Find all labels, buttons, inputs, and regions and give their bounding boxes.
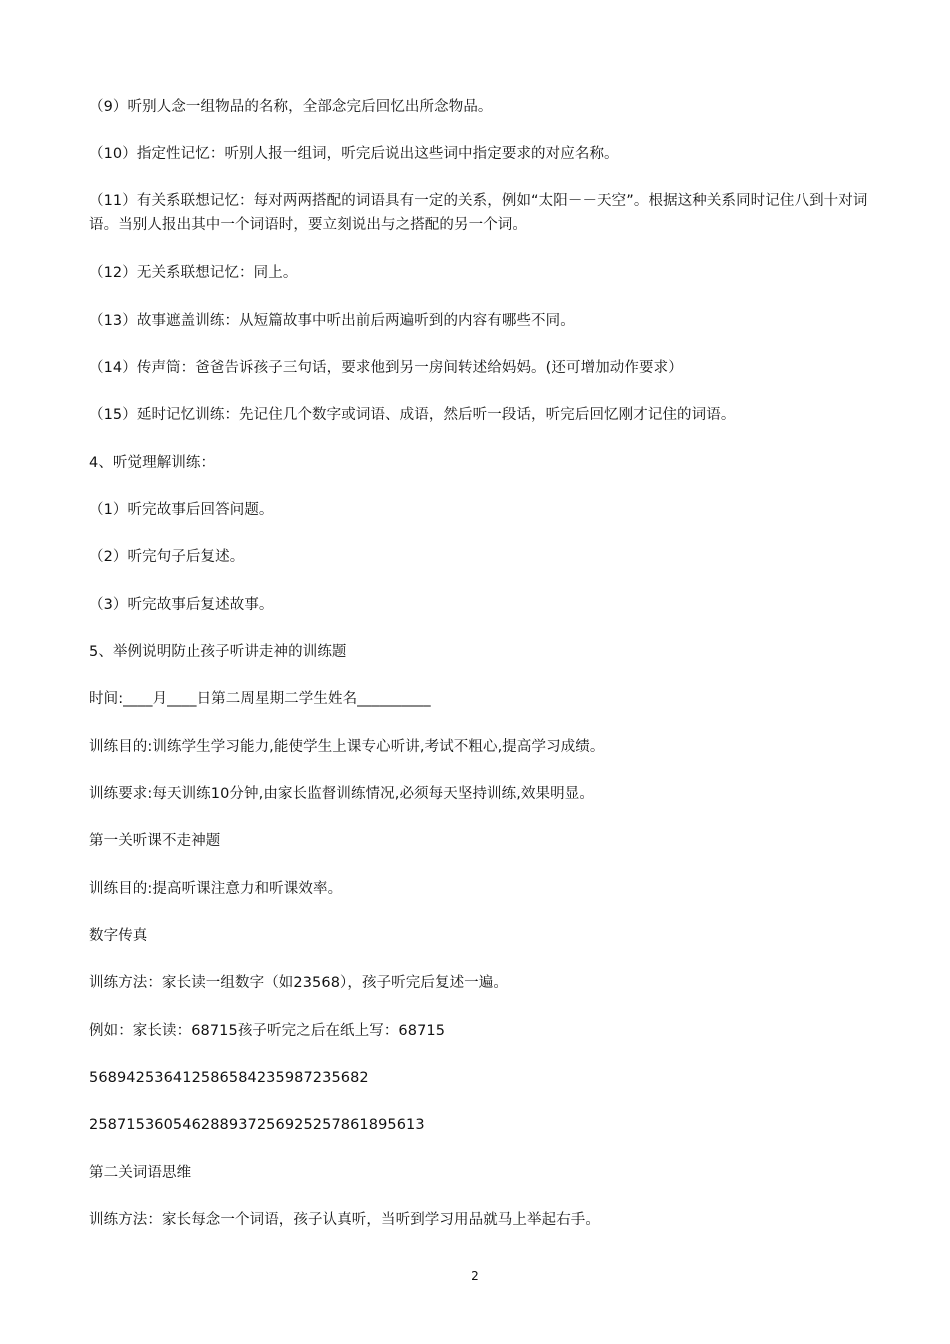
paragraph-item-10: （10）指定性记忆：听别人报一组词，听完后说出这些词中指定要求的对应名称。 — [89, 145, 619, 162]
page-number: 2 — [471, 1269, 479, 1283]
level-one-goal: 训练目的:提高听课注意力和听课效率。 — [89, 880, 343, 897]
digit-sequence-2: 2587153605462889372569252578618956​13 — [89, 1116, 425, 1133]
training-goal-line: 训练目的:训练学生学习能力,能使学生上课专心听讲,考试不粗心,提高学习成绩。 — [89, 738, 605, 755]
paragraph-item-14: （14）传声筒：爸爸告诉孩子三句话，要求他到另一房间转述给妈妈。(还可增加动作要求） — [89, 359, 683, 376]
paragraph-comprehension-2: （2）听完句子后复述。 — [89, 548, 245, 565]
paragraph-comprehension-3: （3）听完故事后复述故事。 — [89, 596, 274, 613]
date-name-line: 时间:____月____日第二周星期二学生姓名__________ — [89, 690, 431, 707]
level-two-method: 训练方法：家长每念一个词语，孩子认真听，当听到学习用品就马上举起右手。 — [89, 1211, 600, 1228]
section-heading-attention-training: 5、举例说明防止孩子听讲走神的训练题 — [89, 643, 347, 660]
digit-sequence-1: 56894253641258658423598723568​2 — [89, 1069, 369, 1086]
training-requirement-line: 训练要求:每天训练10分钟,由家长监督训练情况,必须每天坚持训练,效果明显。 — [89, 785, 594, 802]
paragraph-item-15: （15）延时记忆训练：先记住几个数字或词语、成语，然后听一段话，听完后回忆刚才记住的词语。 — [89, 406, 736, 423]
number-fax-method: 训练方法：家长读一组数字（如23568），孩子听完后复述一遍。 — [89, 974, 508, 991]
paragraph-item-13: （13）故事遮盖训练：从短篇故事中听出前后两遍听到的内容有哪些不同。 — [89, 312, 575, 329]
number-fax-example: 例如：家长读：68715孩子听完之后在纸上写：68715 — [89, 1022, 446, 1039]
paragraph-item-12: （12）无关系联想记忆：同上。 — [89, 264, 298, 281]
number-fax-title: 数字传真 — [89, 927, 148, 944]
paragraph-comprehension-1: （1）听完故事后回答问题。 — [89, 501, 274, 518]
paragraph-item-11: （11）有关系联想记忆：每对两两搭配的词语具有一定的关系，例如“太阳－－天空”。根据这种关系同时记住八到十对词语。当别人报出其中一个词语时，要立刻说出与之搭配的另一个词。 — [89, 192, 868, 233]
section-heading-auditory-comprehension: 4、听觉理解训练： — [89, 454, 216, 471]
level-one-title: 第一关听课不走神题 — [89, 832, 221, 849]
level-two-title: 第二关词语思维 — [89, 1164, 192, 1181]
paragraph-item-9: （9）听别人念一组物品的名称，全部念完后回忆出所念物品。 — [89, 98, 493, 115]
